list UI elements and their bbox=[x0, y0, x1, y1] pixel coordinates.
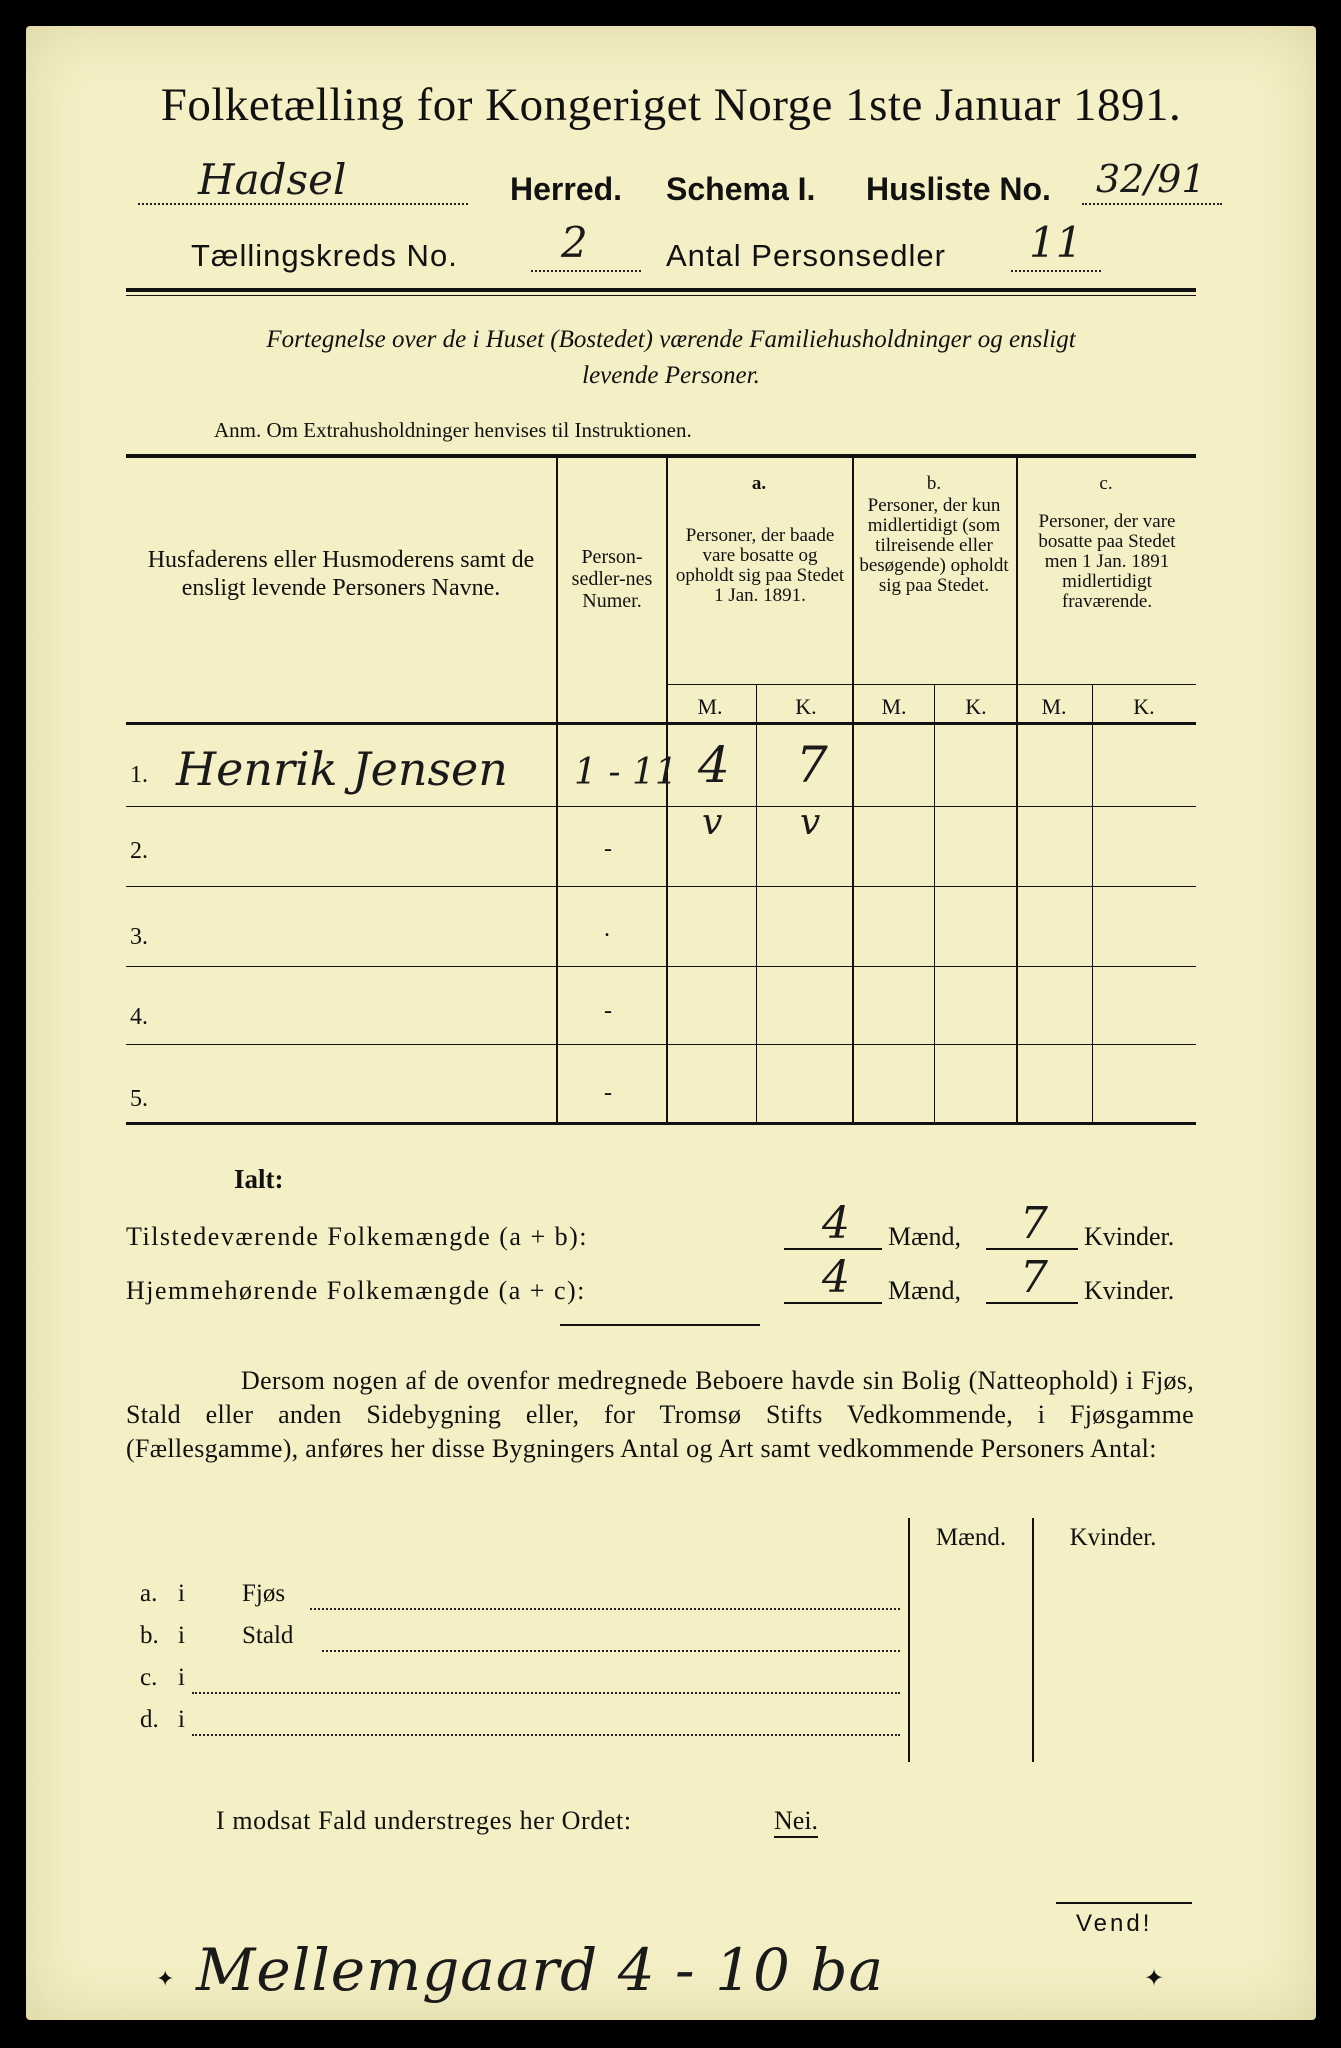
row-number: 3. bbox=[130, 924, 148, 950]
k-label: K. bbox=[1133, 694, 1155, 719]
k-label: K. bbox=[795, 694, 817, 719]
row-a-m: v bbox=[702, 802, 723, 843]
maend-label: Mænd, bbox=[888, 1276, 961, 1305]
hjemme-kvinder: 7 bbox=[1020, 1252, 1048, 1303]
names-header: Husfaderens eller Husmoderens samt de ensligt levende Personers Navne. bbox=[147, 547, 535, 601]
herred-field bbox=[138, 155, 468, 205]
hjemme-maend: 4 bbox=[822, 1252, 850, 1303]
buildings-maend-header: Mænd. bbox=[935, 1524, 1007, 1551]
hjemme-kvinder-field bbox=[986, 1252, 1078, 1304]
row-numer: - bbox=[604, 1080, 612, 1106]
husliste-value: 32/91 bbox=[1096, 157, 1206, 201]
building-dots bbox=[322, 1640, 900, 1652]
ialt-label: Ialt: bbox=[234, 1164, 284, 1194]
row-number: 1. bbox=[130, 762, 148, 788]
numer-header: Person-sedler-nes Numer. bbox=[571, 546, 653, 612]
signature-mark-right: ✦ bbox=[1144, 1966, 1165, 1992]
kreds-value: 2 bbox=[561, 218, 588, 267]
k-label: K. bbox=[965, 694, 987, 719]
vend-rule bbox=[1056, 1902, 1192, 1904]
building-letter: b. bbox=[140, 1622, 159, 1649]
census-form bbox=[26, 26, 1316, 2020]
building-prep: i bbox=[178, 1580, 185, 1607]
row-numer: 1 - 11 bbox=[574, 752, 678, 793]
building-letter: d. bbox=[140, 1706, 159, 1733]
building-row bbox=[140, 1574, 904, 1614]
personsedler-value: 11 bbox=[1029, 218, 1083, 267]
building-label: Fjøs bbox=[242, 1580, 286, 1607]
m-label: M. bbox=[1041, 694, 1067, 719]
schema-label: Schema I. bbox=[666, 171, 816, 207]
table-bottom-rule bbox=[126, 1122, 1196, 1125]
table-row bbox=[26, 726, 1316, 806]
personsedler-field bbox=[1011, 218, 1101, 272]
row-numer: - bbox=[604, 836, 612, 862]
row-name: Henrik Jensen bbox=[176, 742, 508, 796]
vend-label: Vend! bbox=[1076, 1910, 1153, 1937]
herred-label: Herred. bbox=[510, 171, 623, 207]
intro-line2: levende Personer. bbox=[582, 362, 760, 389]
col-b-letter: b. bbox=[926, 473, 942, 494]
row-a-k: 7 bbox=[796, 736, 828, 794]
row-number: 5. bbox=[130, 1086, 148, 1112]
husliste-label: Husliste No. bbox=[866, 171, 1051, 207]
building-dots bbox=[192, 1682, 900, 1694]
herred-value: Hadsel bbox=[198, 155, 347, 204]
building-prep: i bbox=[178, 1664, 185, 1691]
kreds-field bbox=[531, 218, 641, 272]
row-numer: . bbox=[604, 916, 610, 942]
buildings-col-divider bbox=[1032, 1518, 1034, 1762]
table-row bbox=[26, 966, 1316, 1044]
nei-word: Nei. bbox=[774, 1806, 818, 1838]
building-row bbox=[140, 1616, 904, 1656]
col-a-header: Personer, der baade vare bosatte og opholdt sig paa Stedet 1 Jan. 1891. bbox=[675, 525, 845, 606]
kvinder-label: Kvinder. bbox=[1084, 1222, 1175, 1251]
tilstede-maend: 4 bbox=[822, 1198, 850, 1249]
table-row bbox=[26, 1044, 1316, 1122]
section-divider bbox=[560, 1324, 760, 1326]
buildings-kvinder-header: Kvinder. bbox=[1069, 1524, 1157, 1551]
col-a-letter: a. bbox=[751, 473, 767, 494]
m-label: M. bbox=[881, 694, 907, 719]
col-b-header: Personer, der kun midlertidigt (som tilreisende eller besøgende) opholdt sig paa Stedet. bbox=[859, 495, 1009, 596]
header-rule-thick bbox=[126, 288, 1196, 292]
row-numer: - bbox=[604, 998, 612, 1024]
form-title: Folketælling for Kongeriget Norge 1ste Januar 1891. bbox=[160, 79, 1182, 131]
table-row bbox=[26, 886, 1316, 966]
building-row bbox=[140, 1658, 904, 1698]
building-prep: i bbox=[178, 1622, 185, 1649]
maend-label: Mænd, bbox=[888, 1222, 961, 1251]
personsedler-label: Antal Personsedler bbox=[666, 238, 946, 273]
row-a-m: 4 bbox=[698, 736, 730, 794]
hjemme-maend-field bbox=[784, 1252, 882, 1304]
table-row bbox=[26, 802, 1316, 886]
tilstede-maend-field bbox=[784, 1198, 882, 1250]
building-prep: i bbox=[178, 1706, 185, 1733]
row-number: 4. bbox=[130, 1004, 148, 1030]
building-letter: c. bbox=[140, 1664, 158, 1691]
signature-mark-left: ✦ bbox=[156, 1966, 175, 1991]
col-c-letter: c. bbox=[1099, 473, 1113, 494]
m-label: M. bbox=[697, 694, 723, 719]
husliste-field bbox=[1082, 159, 1222, 205]
anm-note: Anm. Om Extrahusholdninger henvises til Instruktionen. bbox=[214, 418, 692, 442]
building-row bbox=[140, 1700, 904, 1740]
modsat-text: I modsat Fald understreges her Ordet: bbox=[216, 1806, 632, 1835]
mk-rule bbox=[666, 684, 1196, 685]
table-top-rule bbox=[126, 454, 1196, 458]
row-a-k: v bbox=[800, 802, 821, 843]
col-c-header: Personer, der vare bosatte paa Stedet men 1 Jan. 1891 midlertidigt fraværende. bbox=[1038, 511, 1176, 612]
tilstede-kvinder: 7 bbox=[1020, 1198, 1048, 1249]
table-header-rule bbox=[126, 722, 1196, 725]
header-rule-thin bbox=[126, 295, 1196, 296]
building-label: Stald bbox=[242, 1622, 294, 1649]
hjemme-label: Hjemmehørende Folkemængde (a + c): bbox=[126, 1276, 586, 1305]
building-dots bbox=[192, 1724, 900, 1736]
intro-line1: Fortegnelse over de i Huset (Bostedet) værende Familiehusholdninger og ensligt bbox=[266, 326, 1076, 353]
signature: Mellemgaard 4 - 10 ba bbox=[196, 1936, 885, 2004]
tilstede-kvinder-field bbox=[986, 1198, 1078, 1250]
kreds-label: Tællingskreds No. bbox=[191, 238, 458, 273]
row-number: 2. bbox=[130, 838, 148, 864]
kvinder-label: Kvinder. bbox=[1084, 1276, 1175, 1305]
tilstede-label: Tilstedeværende Folkemængde (a + b): bbox=[126, 1222, 588, 1251]
buildings-paragraph: Dersom nogen af de ovenfor medregnede Beboere havde sin Bolig (Natteophold) i Fjøs, Stald eller anden Sidebygning eller, for Tromsø Stifts Vedkommende, i Fjøsgamme (Fællesgamme), anføres her disse Bygningers Antal og Art samt vedkommende Personers Antal: bbox=[126, 1366, 1194, 1463]
building-dots bbox=[310, 1598, 900, 1610]
buildings-col-divider bbox=[908, 1518, 910, 1762]
building-letter: a. bbox=[140, 1580, 158, 1607]
